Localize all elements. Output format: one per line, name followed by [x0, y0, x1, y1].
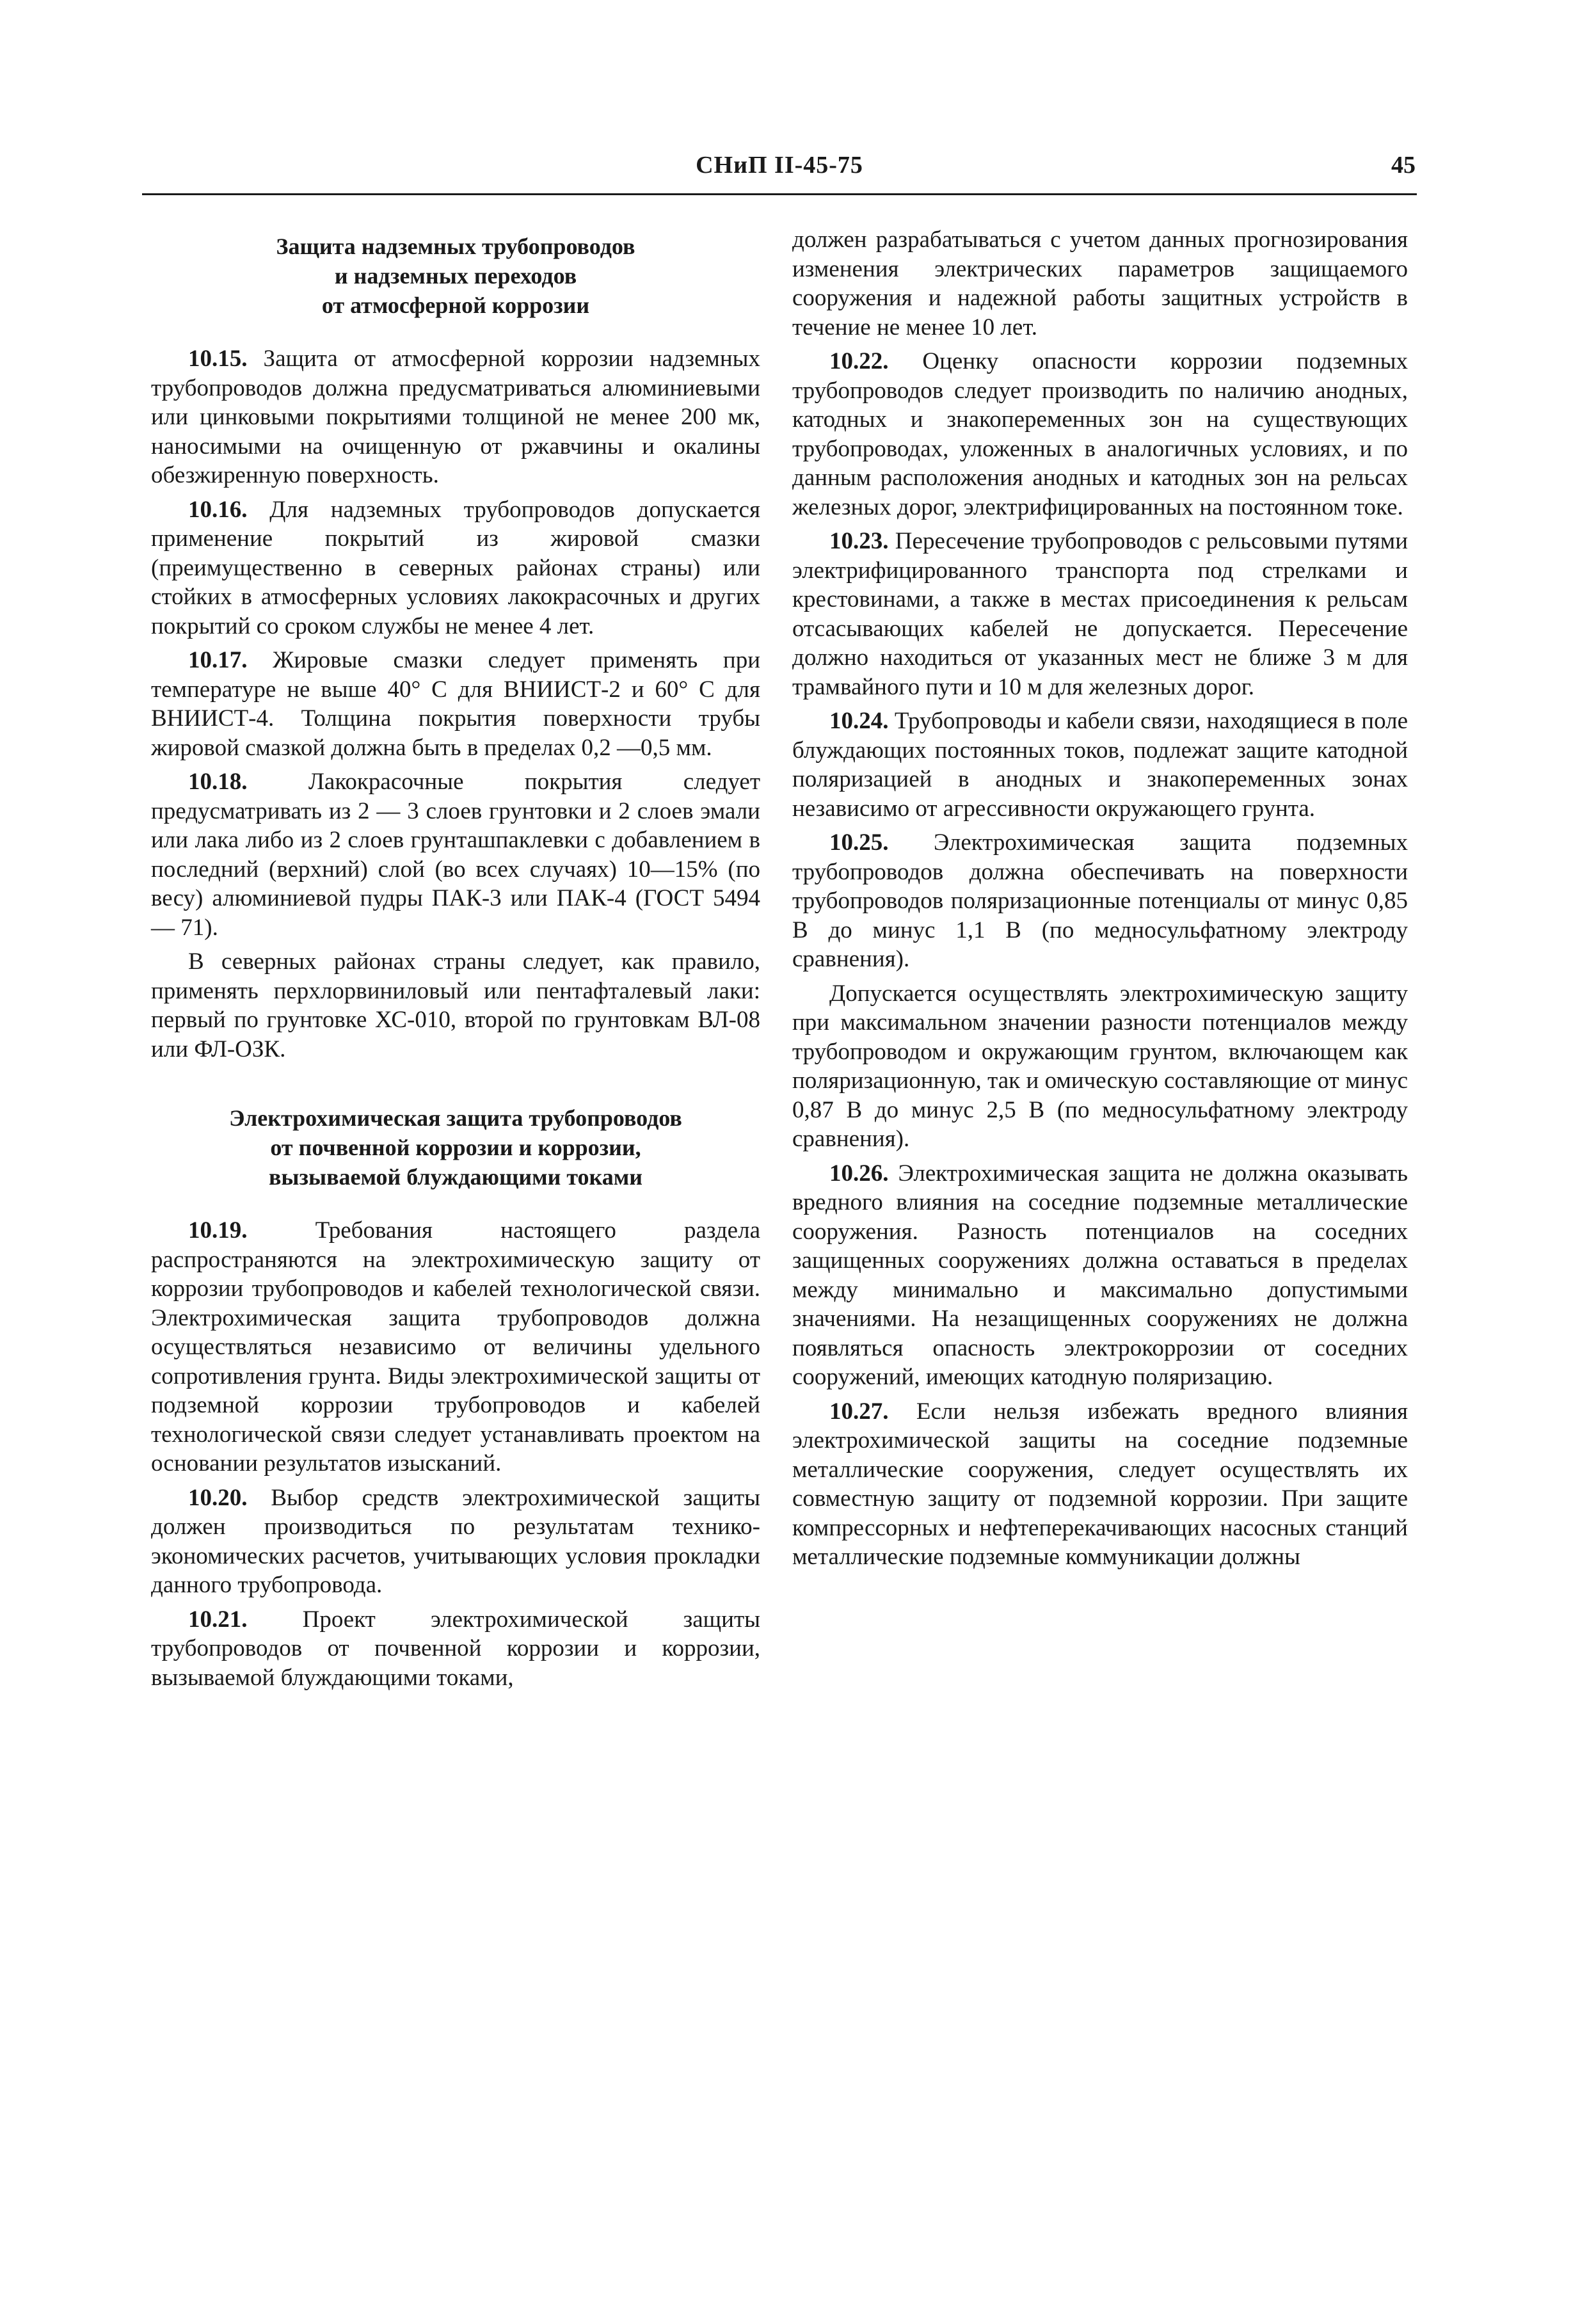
clause-number: 10.17.: [188, 647, 248, 673]
clause-10-15: [151, 344, 760, 490]
clause-number: 10.19.: [188, 1217, 248, 1244]
heading-line: от атмосферной коррозии: [321, 292, 590, 318]
paragraph-allowed-protection: Допускается осуществлять электрохимическую защиту при максимальном значении разности потенциалов между трубопроводом и окружающим грунтом, включающем как поляризационную, так и омическую составляющие от минус 0,87 В до минус 2,5 В (по медносульфатному электроду сравнения).: [792, 980, 1408, 1152]
clause-number: 10.24.: [829, 708, 889, 734]
clause-10-23: [792, 527, 1408, 701]
clause-number: 10.26.: [829, 1160, 889, 1187]
heading-line: от почвенной коррозии и коррозии,: [270, 1135, 641, 1160]
clause-text: Проект электрохимической защиты трубопроводов от почвенной коррозии и коррозии, вызываемой блуждающими токами,: [151, 1606, 760, 1691]
clause-10-20: [151, 1484, 760, 1600]
clause-text: Электрохимическая защита не должна оказывать вредного влияния на соседние подземные металлические сооружения. Разность потенциалов на соседних защищенных сооружениях должна оставаться в пределах между минимально и максимально допустимыми значениями. На незащищенных сооружениях не должна появляться опасность электрокоррозии от соседних сооружений, имеющих катодную поляризацию.: [792, 1160, 1408, 1390]
clause-text: Для надземных трубопроводов допускается применение покрытий из жировой смазки (преимущественно в северных районах страны) или стойких в атмосферных условиях лакокрасочных и других покрытий со сроком службы не менее 4 лет.: [151, 496, 760, 639]
section-heading-electrochemical: [151, 1103, 760, 1192]
clause-text: Если нельзя избежать вредного влияния электрохимической защиты на соседние подземные металлические сооружения, следует осуществлять их совместную защиту от подземной коррозии. При защите компрессорных и нефтеперекачивающих насосных станций металлические подземные коммуникации должны: [792, 1398, 1408, 1570]
clause-number: 10.21.: [188, 1606, 248, 1633]
clause-number: 10.18.: [188, 769, 248, 795]
heading-line: вызываемой блуждающими токами: [268, 1164, 643, 1190]
right-column: [792, 225, 1408, 1577]
clause-text: Пересечение трубопроводов с рельсовыми путями электрифицированного транспорта под стрелками и крестовинами, а также в местах присоединения к рельсам отсасывающих кабелей не допускается. Пересечение должно находиться от указанных мест не ближе 3 м для трамвайного пути и 10 м для железных дорог.: [792, 528, 1408, 700]
section-heading-atmospheric: [151, 232, 760, 320]
clause-10-21: [151, 1605, 760, 1693]
clause-text: Электрохимическая защита подземных трубопроводов должна обеспечивать на поверхности трубопроводов поляризационные потенциалы от минус 0,85 В до минус 1,1 В (по медносульфатному электроду сравнения).: [792, 829, 1408, 972]
clause-number: 10.16.: [188, 496, 248, 523]
clause-10-19: [151, 1216, 760, 1478]
header-rule: [142, 193, 1417, 195]
clause-10-27: [792, 1397, 1408, 1572]
clause-number: 10.15.: [188, 346, 248, 372]
clause-text: Выбор средств электрохимической защиты должен производиться по результатам технико-экономических расчетов, учитывающих условия прокладки данного трубопровода.: [151, 1484, 760, 1598]
document-code: СНиП II-45-75: [696, 152, 863, 179]
clause-10-18: [151, 767, 760, 942]
clause-number: 10.25.: [829, 829, 889, 856]
page-header: [142, 148, 1417, 189]
heading-line: Электрохимическая защита трубопроводов: [229, 1105, 682, 1131]
clause-text: Лакокрасочные покрытия следует предусматривать из 2 — 3 слоев грунтовки и 2 слоев эмали или лака либо из 2 слоев грунташпаклевки с добавлением в последний (верхний) слой (во всех случаях) 10—15% (по весу) алюминиевой пудры ПАК-3 или ПАК-4 (ГОСТ 5494 — 71).: [151, 769, 760, 941]
paragraph-northern-regions: В северных районах страны следует, как правило, применять перхлорвиниловый или пентафталевый лаки: первый по грунтовке ХС-010, второй по грунтовкам ВЛ-08 или ФЛ-ОЗК.: [151, 948, 760, 1062]
clause-10-22: [792, 347, 1408, 522]
clause-number: 10.27.: [829, 1398, 889, 1425]
clause-number: 10.22.: [829, 348, 889, 374]
clause-text: Требования настоящего раздела распространяются на электрохимическую защиту от коррозии трубопроводов и кабелей технологической связи. Электрохимическая защита трубопроводов должна осуществляться независимо от величины удельного сопротивления грунта. Виды электрохимической защиты от подземной коррозии трубопроводов и кабелей технологической связи следует устанавливать проектом на основании результатов изысканий.: [151, 1217, 760, 1476]
left-column: [151, 225, 760, 1697]
clause-10-16: [151, 495, 760, 641]
clause-text: Оценку опасности коррозии подземных трубопроводов следует производить по наличию анодных, катодных и знакопеременных зон на существующих трубопроводах, уложенных в аналогичных условиях, и по данным расположения анодных и катодных зон на рельсах железных дорог, электрифицированных на постоянном токе.: [792, 348, 1408, 520]
clause-10-26: [792, 1159, 1408, 1392]
heading-line: и надземных переходов: [334, 263, 577, 289]
clause-text: Трубопроводы и кабели связи, находящиеся в поле блуждающих постоянных токов, подлежат защите катодной поляризацией в анодных и знакопеременных зонах независимо от агрессивности окружающего грунта.: [792, 708, 1408, 822]
clause-10-24: [792, 707, 1408, 823]
clause-number: 10.23.: [829, 528, 889, 554]
clause-text: Защита от атмосферной коррозии надземных трубопроводов должна предусматриваться алюминиевыми или цинковыми покрытиями толщиной не менее 200 мк, наносимыми на очищенную от ржавчины и окалины обезжиренную поверхность.: [151, 346, 760, 488]
heading-line: Защита надземных трубопроводов: [276, 234, 635, 259]
clause-10-17: [151, 646, 760, 762]
section-gap: [151, 1069, 760, 1097]
clause-number: 10.20.: [188, 1484, 248, 1511]
clause-10-21-continued: должен разрабатываться с учетом данных прогнозирования изменения электрических параметров защищаемого сооружения и надежной работы защитных устройств в течение не менее 10 лет.: [792, 227, 1408, 340]
page-number: 45: [1391, 152, 1416, 179]
clause-10-25: [792, 828, 1408, 974]
clause-text: Жировые смазки следует применять при температуре не выше 40° С для ВНИИСТ-2 и 60° С для ВНИИСТ-4. Толщина покрытия поверхности трубы жировой смазкой должна быть в пределах 0,2 —0,5 мм.: [151, 647, 760, 761]
